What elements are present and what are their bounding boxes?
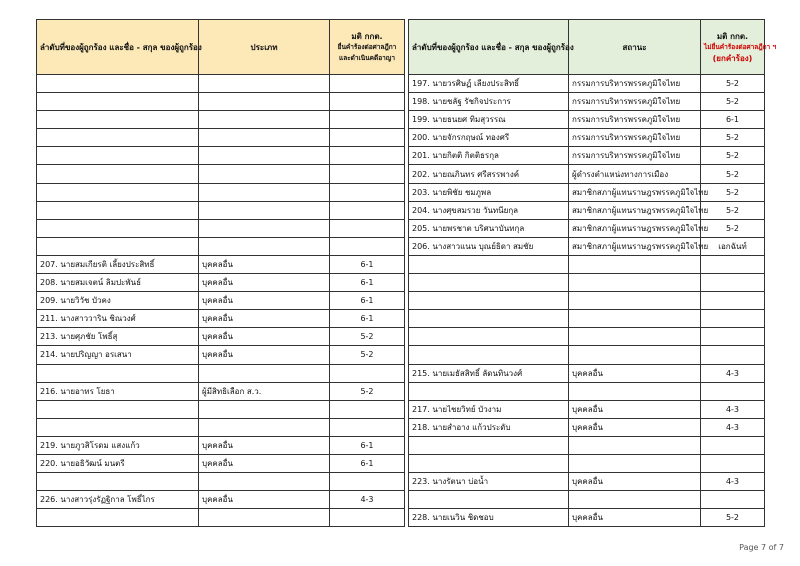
left-cell-decision: 5-2	[330, 346, 405, 364]
right-table-row	[409, 201, 765, 219]
left-cell-decision: 6-1	[330, 274, 405, 292]
right-header-decision-line1: มติ กกต.	[716, 31, 749, 41]
right-table-row	[409, 310, 765, 328]
right-cell-decision: 5-2	[701, 129, 765, 147]
right-table-row	[409, 454, 765, 472]
left-table-row	[37, 509, 405, 527]
left-cell-name	[37, 509, 199, 527]
left-cell-type	[199, 201, 330, 219]
right-cell-name	[409, 310, 569, 328]
right-cell-name	[409, 255, 569, 273]
right-cell-decision	[701, 382, 765, 400]
right-cell-name	[409, 346, 569, 364]
left-table-row	[37, 111, 405, 129]
right-cell-name: 202. นายณภินทร ศรีสรรพางค์	[409, 165, 569, 183]
right-cell-decision: 5-2	[701, 165, 765, 183]
right-cell-status: กรรมการบริหารพรรคภูมิใจไทย	[569, 93, 701, 111]
right-table-row	[409, 237, 765, 255]
right-header-status: สถานะ	[569, 20, 701, 75]
left-cell-type	[199, 111, 330, 129]
right-cell-name	[409, 491, 569, 509]
right-cell-name	[409, 436, 569, 454]
right-table-row	[409, 93, 765, 111]
left-cell-decision: 5-2	[330, 328, 405, 346]
left-cell-name	[37, 364, 199, 382]
left-cell-type: บุคคลอื่น	[199, 436, 330, 454]
right-table-row	[409, 382, 765, 400]
right-header-decision-line3: (ยกคำร้อง)	[712, 53, 753, 63]
left-cell-name: 209. นายวิวัช บัวคง	[37, 292, 199, 310]
left-cell-decision	[330, 129, 405, 147]
right-cell-decision: เอกฉันท์	[701, 237, 765, 255]
right-table-row	[409, 165, 765, 183]
left-cell-name	[37, 237, 199, 255]
right-cell-status: สมาชิกสภาผู้แทนราษฎรพรรคภูมิใจไทย	[569, 183, 701, 201]
right-table-row	[409, 328, 765, 346]
left-cell-name	[37, 165, 199, 183]
left-table-row	[37, 292, 405, 310]
right-cell-decision: 5-2	[701, 509, 765, 527]
right-cell-decision	[701, 491, 765, 509]
left-table-row	[37, 219, 405, 237]
right-cell-status: สมาชิกสภาผู้แทนราษฎรพรรคภูมิใจไทย	[569, 219, 701, 237]
left-cell-decision	[330, 165, 405, 183]
left-cell-type: บุคคลอื่น	[199, 274, 330, 292]
left-cell-type	[199, 364, 330, 382]
right-cell-decision: 5-2	[701, 201, 765, 219]
left-table-row	[37, 454, 405, 472]
left-cell-type: บุคคลอื่น	[199, 292, 330, 310]
left-cell-name: 207. นายสมเกียรติ เลี้ยงประสิทธิ์	[37, 255, 199, 273]
right-cell-decision	[701, 292, 765, 310]
right-table-row	[409, 75, 765, 93]
right-cell-name: 200. นายจักรกฤษณ์ ทองศรี	[409, 129, 569, 147]
left-cell-type	[199, 418, 330, 436]
left-cell-type: บุคคลอื่น	[199, 491, 330, 509]
right-header-name: ลำดับที่ของผู้ถูกร้อง และชื่อ - สกุล ของผู้ถูกร้อง	[409, 20, 569, 75]
right-table-row	[409, 147, 765, 165]
left-table-row	[37, 491, 405, 509]
left-cell-decision: 4-3	[330, 491, 405, 509]
left-cell-name	[37, 183, 199, 201]
right-cell-name: 198. นายชลัฐ รัชกิจประการ	[409, 93, 569, 111]
left-cell-name: 216. นายอาทร โยธา	[37, 382, 199, 400]
right-cell-decision: 4-3	[701, 400, 765, 418]
left-cell-decision	[330, 418, 405, 436]
right-cell-status: บุคคลอื่น	[569, 473, 701, 491]
left-cell-type: บุคคลอื่น	[199, 310, 330, 328]
left-cell-type	[199, 237, 330, 255]
right-cell-decision: 5-2	[701, 147, 765, 165]
left-header-name: ลำดับที่ของผู้ถูกร้อง และชื่อ - สกุล ของผู้ถูกร้อง	[37, 20, 199, 75]
right-cell-name	[409, 382, 569, 400]
left-table-row	[37, 418, 405, 436]
left-cell-type	[199, 473, 330, 491]
left-header-type: ประเภท	[199, 20, 330, 75]
left-cell-type	[199, 165, 330, 183]
right-header-decision	[701, 20, 777, 75]
right-cell-name: 204. นางศุขสมรวย วันทนียกุล	[409, 201, 569, 219]
right-cell-decision	[701, 328, 765, 346]
right-table	[408, 19, 777, 527]
left-cell-name	[37, 418, 199, 436]
right-cell-decision: 5-2	[701, 75, 765, 93]
left-cell-name	[37, 473, 199, 491]
left-cell-type: บุคคลอื่น	[199, 255, 330, 273]
left-cell-type	[199, 93, 330, 111]
right-cell-status	[569, 310, 701, 328]
right-cell-name: 206. นางสาวแนน บุณย์ธิดา สมชัย	[409, 237, 569, 255]
right-table-row	[409, 129, 765, 147]
right-cell-name: 218. นายสำอาง แก้วประดับ	[409, 418, 569, 436]
left-cell-decision: 5-2	[330, 382, 405, 400]
left-table-row	[37, 237, 405, 255]
left-table-row	[37, 183, 405, 201]
right-cell-decision: 6-1	[701, 111, 765, 129]
left-table-row	[37, 473, 405, 491]
left-cell-decision	[330, 93, 405, 111]
left-cell-decision: 6-1	[330, 454, 405, 472]
left-table-row	[37, 147, 405, 165]
left-cell-decision	[330, 183, 405, 201]
right-cell-decision	[701, 436, 765, 454]
right-table-row	[409, 274, 765, 292]
left-cell-type: บุคคลอื่น	[199, 454, 330, 472]
right-cell-status	[569, 382, 701, 400]
right-cell-name: 228. นายเนวิน ชิดชอบ	[409, 509, 569, 527]
left-cell-decision	[330, 201, 405, 219]
left-cell-type: บุคคลอื่น	[199, 328, 330, 346]
right-cell-status: กรรมการบริหารพรรคภูมิใจไทย	[569, 111, 701, 129]
right-cell-status	[569, 346, 701, 364]
left-table-row	[37, 382, 405, 400]
left-table-row	[37, 75, 405, 93]
right-cell-status: สมาชิกสภาผู้แทนราษฎรพรรคภูมิใจไทย	[569, 237, 701, 255]
right-cell-name	[409, 454, 569, 472]
left-table-row	[37, 165, 405, 183]
right-header-row	[409, 20, 765, 75]
left-cell-decision	[330, 509, 405, 527]
right-cell-status	[569, 274, 701, 292]
left-cell-decision	[330, 147, 405, 165]
left-cell-decision: 6-1	[330, 310, 405, 328]
right-cell-decision: 4-3	[701, 473, 765, 491]
left-table-row	[37, 310, 405, 328]
right-cell-name	[409, 328, 569, 346]
right-table-row	[409, 473, 765, 491]
left-cell-name: 226. นางสาวรุ่งรัฏฐิกาล โพธิ์ไกร	[37, 491, 199, 509]
right-table-row	[409, 346, 765, 364]
right-table-row	[409, 292, 765, 310]
left-table-row	[37, 255, 405, 273]
right-cell-name: 201. นายกิตติ กิตติธรกุล	[409, 147, 569, 165]
right-cell-name: 197. นายวรศิษฏ์ เลียงประสิทธิ์	[409, 75, 569, 93]
left-cell-decision	[330, 364, 405, 382]
left-table-row	[37, 93, 405, 111]
right-cell-status: ผู้ดำรงตำแหน่งทางการเมือง	[569, 165, 701, 183]
right-cell-decision: 5-2	[701, 183, 765, 201]
left-table-row	[37, 129, 405, 147]
left-header-decision	[330, 20, 405, 75]
left-table-row	[37, 201, 405, 219]
left-cell-decision	[330, 75, 405, 93]
right-cell-status	[569, 454, 701, 472]
right-cell-status	[569, 292, 701, 310]
left-table	[36, 19, 405, 527]
left-cell-name	[37, 147, 199, 165]
right-table-row	[409, 436, 765, 454]
right-cell-status: กรรมการบริหารพรรคภูมิใจไทย	[569, 75, 701, 93]
left-cell-type	[199, 129, 330, 147]
right-cell-decision	[701, 274, 765, 292]
left-cell-decision	[330, 111, 405, 129]
left-cell-name: 220. นายอธิวัฒน์ มนตรี	[37, 454, 199, 472]
left-cell-name	[37, 201, 199, 219]
right-table-row	[409, 509, 765, 527]
left-cell-type: ผู้มีสิทธิเลือก ส.ว.	[199, 382, 330, 400]
right-table-row	[409, 111, 765, 129]
left-cell-decision: 6-1	[330, 436, 405, 454]
left-cell-name	[37, 75, 199, 93]
left-header-row	[37, 20, 405, 75]
right-cell-name: 217. นายไชยวิทย์ บัวงาม	[409, 400, 569, 418]
right-cell-status: บุคคลอื่น	[569, 364, 701, 382]
right-cell-status: บุคคลอื่น	[569, 418, 701, 436]
left-cell-decision	[330, 473, 405, 491]
left-cell-name	[37, 111, 199, 129]
left-table-row	[37, 328, 405, 346]
right-cell-decision	[701, 346, 765, 364]
right-cell-name: 203. นายพิชัย ชมภูพล	[409, 183, 569, 201]
right-cell-decision	[701, 310, 765, 328]
left-cell-name: 219. นายภูวสิโรดม แสงแก้ว	[37, 436, 199, 454]
right-table-row	[409, 219, 765, 237]
left-cell-name	[37, 129, 199, 147]
left-cell-name	[37, 219, 199, 237]
right-header-decision-line2: ไม่ยื่นคำร้องต่อศาลฎีกา ฯ	[704, 42, 777, 51]
right-table-row	[409, 418, 765, 436]
left-cell-type	[199, 183, 330, 201]
right-cell-status	[569, 255, 701, 273]
left-cell-type: บุคคลอื่น	[199, 346, 330, 364]
right-cell-status: กรรมการบริหารพรรคภูมิใจไทย	[569, 129, 701, 147]
left-cell-decision	[330, 400, 405, 418]
left-table-row	[37, 364, 405, 382]
left-header-decision-line1: มติ กกต.	[351, 31, 383, 41]
right-cell-name: 223. นางรัตนา บ่อน้ำ	[409, 473, 569, 491]
left-header-decision-line2: ยื่นคำร้องต่อศาลฎีกา	[337, 42, 397, 51]
left-table-row	[37, 436, 405, 454]
left-header-decision-line3: และดำเนินคดีอาญา	[339, 53, 395, 62]
left-table-row	[37, 400, 405, 418]
left-cell-name	[37, 400, 199, 418]
left-cell-decision	[330, 237, 405, 255]
right-cell-status: บุคคลอื่น	[569, 509, 701, 527]
left-cell-name: 211. นางสาววาริน ชิณวงศ์	[37, 310, 199, 328]
left-cell-type	[199, 219, 330, 237]
left-cell-type	[199, 75, 330, 93]
left-cell-type	[199, 147, 330, 165]
right-cell-status	[569, 328, 701, 346]
left-cell-name: 213. นายศุภชัย โพธิ์สุ	[37, 328, 199, 346]
left-cell-decision: 6-1	[330, 292, 405, 310]
right-cell-decision: 5-2	[701, 93, 765, 111]
right-table-row	[409, 183, 765, 201]
left-cell-name: 208. นายสมเจตน์ ลิมปะพันธ์	[37, 274, 199, 292]
right-cell-decision	[701, 255, 765, 273]
right-cell-status: สมาชิกสภาผู้แทนราษฎรพรรคภูมิใจไทย	[569, 201, 701, 219]
left-cell-decision	[330, 219, 405, 237]
right-table-row	[409, 255, 765, 273]
right-cell-decision	[701, 454, 765, 472]
right-cell-decision: 4-3	[701, 364, 765, 382]
left-cell-decision: 6-1	[330, 255, 405, 273]
right-cell-decision: 4-3	[701, 418, 765, 436]
right-cell-status: กรรมการบริหารพรรคภูมิใจไทย	[569, 147, 701, 165]
right-cell-status: บุคคลอื่น	[569, 400, 701, 418]
right-cell-name: 215. นายเมธัสสิทธิ์ ลัดนทินวงศ์	[409, 364, 569, 382]
right-cell-name	[409, 274, 569, 292]
left-cell-name: 214. นายปริญญา อรเสนา	[37, 346, 199, 364]
right-cell-name: 205. นายพรชาต บริศนาบันทกุล	[409, 219, 569, 237]
right-table-row	[409, 491, 765, 509]
left-cell-type	[199, 509, 330, 527]
left-table-row	[37, 346, 405, 364]
right-cell-decision: 5-2	[701, 219, 765, 237]
right-table-row	[409, 400, 765, 418]
right-cell-status	[569, 491, 701, 509]
right-cell-status	[569, 436, 701, 454]
right-cell-name	[409, 292, 569, 310]
left-cell-type	[199, 400, 330, 418]
left-cell-name	[37, 93, 199, 111]
right-table-row	[409, 364, 765, 382]
page-number: Page 7 of 7	[739, 543, 784, 552]
left-table-row	[37, 274, 405, 292]
right-cell-name: 199. นายธนยศ ทิมสุวรรณ	[409, 111, 569, 129]
